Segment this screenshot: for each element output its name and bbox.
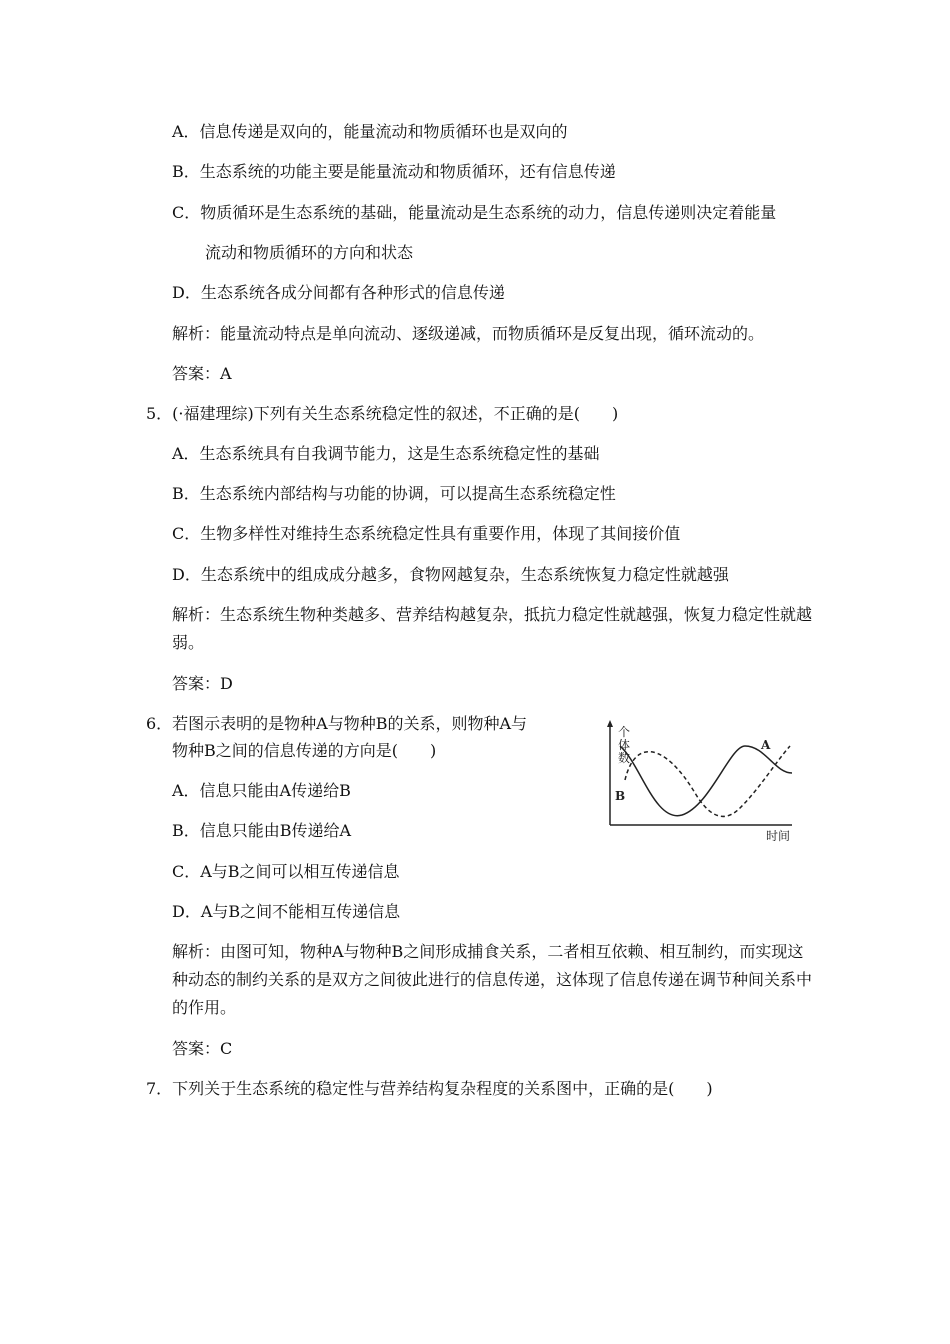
q6-option-d: D．A与B之间不能相互传递信息 [172,902,401,921]
q6-analysis: 解析：由图可知，物种A与物种B之间形成捕食关系，二者相互依赖、相互制约，而实现这种动态的制约关系的是双方之间彼此进行的信息传递，这体现了信息传递在调节种间关系中的作用。 [172,942,813,1017]
q5-analysis: 解析：生态系统生物种类越多、营养结构越复杂，抵抗力稳定性就越强，恢复力稳定性就越弱。 [172,605,813,652]
y-axis-label-1: 个 [618,725,631,739]
q6-population-figure [600,718,800,848]
q5-option-b: B．生态系统内部结构与功能的协调，可以提高生态系统稳定性 [172,484,616,503]
q4-option-c-line2: 流动和物质循环的方向和状态 [205,243,414,262]
q5-stem: 5．(·福建理综)下列有关生态系统稳定性的叙述，不正确的是( ) [146,404,619,423]
q4-option-b: B．生态系统的功能主要是能量流动和物质循环，还有信息传递 [172,162,616,181]
species-b-curve [625,746,790,816]
q6-option-a: A．信息只能由A传递给B [172,781,351,800]
species-a-label: A [761,738,771,752]
y-axis-arrow-icon [607,720,613,727]
q5-option-d: D．生态系统中的组成成分越多，食物网越复杂，生态系统恢复力稳定性就越强 [172,565,729,584]
q4-option-d: D．生态系统各成分间都有各种形式的信息传递 [172,283,505,302]
x-axis-label: 时间 [766,829,791,843]
q6-option-b: B．信息只能由B传递给A [172,821,352,840]
q6-stem-line2: 物种B之间的信息传递的方向是( ) [172,741,437,760]
q5-option-c: C．生物多样性对维持生态系统稳定性具有重要作用，体现了其间接价值 [172,524,681,543]
q4-answer: 答案：A [172,364,232,383]
q7-stem: 7．下列关于生态系统的稳定性与营养结构复杂程度的关系图中，正确的是( ) [146,1079,713,1098]
q5-answer: 答案：D [172,674,233,693]
species-a-curve [620,746,792,816]
q4-option-a: A．信息传递是双向的，能量流动和物质循环也是双向的 [172,122,568,141]
q6-answer: 答案：C [172,1039,233,1058]
y-axis-label-2: 体 [618,738,631,752]
q4-analysis: 解析：能量流动特点是单向流动、逐级递减，而物质循环是反复出现，循环流动的。 [172,324,765,343]
species-b-label: B [615,789,626,803]
q6-stem-line1: 6．若图示表明的是物种A与物种B的关系，则物种A与 [146,714,528,733]
y-axis-label-3: 数 [618,751,631,765]
q6-option-c: C．A与B之间可以相互传递信息 [172,862,400,881]
q5-option-a: A．生态系统具有自我调节能力，这是生态系统稳定性的基础 [172,444,600,463]
q4-option-c-line1: C．物质循环是生态系统的基础，能量流动是生态系统的动力，信息传递则决定着能量 [172,203,777,222]
